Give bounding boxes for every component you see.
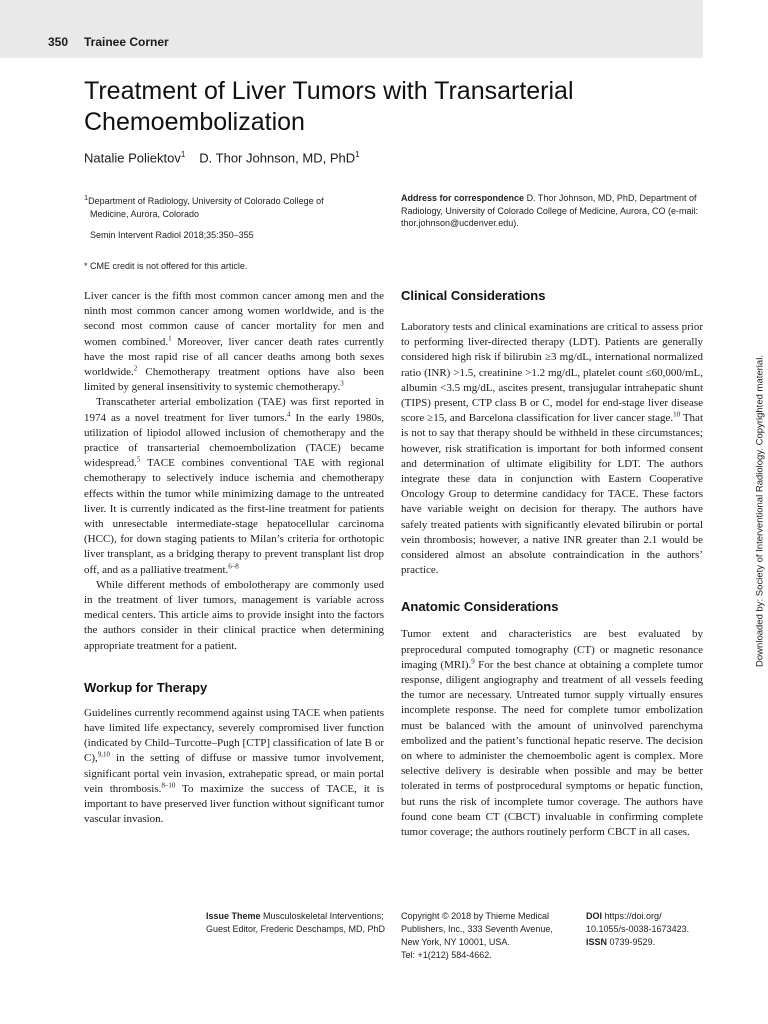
citation-ref[interactable]: 9 bbox=[471, 657, 475, 666]
copyright-line: Publishers, Inc., 333 Seventh Avenue, bbox=[401, 924, 553, 934]
doi-issn-note bbox=[586, 910, 716, 949]
correspondence-address bbox=[401, 192, 701, 230]
body-paragraph: Guidelines currently recommend against using TACE when patients have limited life expectancy, severely compromised liver function (indicated by Child–Turcotte–Pugh [CTP] classification of late B or C),$^{9,10}$ in the setting of diffuse or massive tumor involvement, significant portal vein invasion, extrahepatic spread, or main portal vein thrombosis.$^{8-10}$ To maximize the success of TACE, it is important to have preserved liver function without significant tumor vascular invasion. bbox=[84, 706, 384, 826]
doi-link[interactable]: 10.1055/s-0038-1673423. bbox=[586, 924, 690, 934]
section-heading-clinical: Clinical Considerations bbox=[401, 288, 546, 303]
affiliation-mark: 1 bbox=[84, 193, 89, 202]
copyright-note bbox=[401, 910, 586, 962]
citation-ref[interactable]: 2 bbox=[133, 364, 138, 373]
affiliation-line: Medicine, Aurora, Colorado bbox=[90, 208, 200, 219]
issn-label: ISSN bbox=[586, 937, 608, 947]
download-watermark-text: Downloaded by: Society of Interventional Radiology. Copyrighted material. bbox=[754, 355, 766, 667]
author-list bbox=[84, 150, 360, 165]
citation-ref[interactable]: 10 bbox=[673, 410, 681, 419]
affiliation-line: Department of Radiology, University of Colorado College of bbox=[88, 196, 324, 206]
issue-theme-note bbox=[206, 910, 386, 936]
citation-ref[interactable]: 9,10 bbox=[97, 750, 110, 759]
article-title: Treatment of Liver Tumors with Transarterial Chemoembolization bbox=[84, 77, 574, 136]
cme-note: * CME credit is not offered for this article. bbox=[84, 261, 248, 271]
affiliation bbox=[84, 192, 384, 220]
body-paragraph: Liver cancer is the fifth most common cancer among men and the ninth most common cancer among women worldwide, and is the second most common cause of cancer mortality for men and women combined.$^1$ Moreover, liver cancer death rates currently have the most rapid rise of all cancer deaths among both sexes worldwide.$^2$ Chemotherapy treatment options have also been limited by general insensitivity to systemic chemotherapy.$^3$ bbox=[84, 290, 384, 394]
copyright-line: New York, NY 10001, USA. bbox=[401, 937, 510, 947]
citation-ref[interactable]: 6–8 bbox=[228, 562, 239, 570]
header-band bbox=[0, 0, 703, 58]
author-name: Natalie Poliektov bbox=[84, 150, 181, 166]
citation-ref[interactable]: 3 bbox=[340, 379, 344, 388]
body-paragraph: While different methods of embolotherapy are commonly used in the treatment of liver tumors, management is variable across medical centers. This article aims to provide insight into the factors the authors consider in their clinical practice when determining appropriate treatment for a patient. bbox=[84, 578, 384, 652]
body-paragraph: Transcatheter arterial embolization (TAE) was first reported in 1974 as a novel treatment for liver tumors.$^4$ In the early 1980s, utilization of lipiodol allowed inclusion of chemotherapy and the practice of transarterial chemoembolization (TACE) became widespread.$^5$ TACE combines conventional TAE with regional chemotherapy to selectively induce ischemia and chemotherapy effects within the tumor while minimizing damage to the untreated liver. It is currently indicated as the first-line treatment for patients with unresectable intermediate-stage hepatocellular carcinoma (HCC), for down staging patients to Milan’s criteria for orthotopic liver transplant, as a bridging therapy to prevent transplant list drop off, and as a palliative treatment.$^{6-8}$ bbox=[84, 396, 384, 576]
issue-theme-label: Issue Theme bbox=[206, 911, 261, 921]
author-affiliation-mark: 1 bbox=[180, 150, 186, 159]
author-name: D. Thor Johnson, MD, PhD bbox=[199, 150, 356, 166]
correspondence-text: D. Thor Johnson, MD, PhD, Department of Radiology, University of Colorado College of Medicine, Aurora, CO (e-mail: thor.johnson@ucdenver.edu). bbox=[401, 193, 698, 228]
copyright-line: Copyright © 2018 by Thieme Medical bbox=[401, 911, 550, 921]
issue-theme-text: Musculoskeletal Interventions; Guest Editor, Frederic Deschamps, MD, PhD bbox=[206, 911, 386, 934]
right-column bbox=[401, 288, 703, 840]
author-affiliation-mark: 1 bbox=[355, 150, 360, 159]
doi-link[interactable]: https://doi.org/ bbox=[604, 911, 662, 921]
correspondence-label: Address for correspondence bbox=[401, 193, 525, 203]
section-heading-anatomic: Anatomic Considerations bbox=[401, 599, 559, 615]
journal-citation: Semin Intervent Radiol 2018;35:350–355 bbox=[90, 230, 254, 240]
citation-ref[interactable]: 4 bbox=[287, 409, 291, 418]
section-heading-workup: Workup for Therapy bbox=[84, 679, 208, 695]
citation-ref[interactable]: 1 bbox=[168, 333, 172, 342]
left-column bbox=[84, 289, 384, 828]
citation-ref[interactable]: 8–10 bbox=[161, 781, 176, 790]
body-paragraph: Tumor extent and characteristics are best evaluated by preprocedural computed tomography (CT) or magnetic resonance imaging (MRI).$^9$ For the best chance at obtaining a complete tumor response, diligent angiography and treatment of all vessels feeding the tumor are necessary. Untreated tumor supply virtually ensures incomplete response. The need for complete tumor embolization must be balanced with the amount of uninvolved parenchyma embolized and the patient’s functional hepatic reserve. The decision on where to administer the chemoembolic agent is complex. More selective delivery is desirable when possible and may be better tolerated in terms of postprocedural symptoms or hepatic function, but runs the risk of incomplete tumor coverage. The authors have found cone beam CT (CBCT) invaluable in confirming complete tumor coverage; the authors routinely perform CBCT in all cases. bbox=[401, 628, 703, 839]
page-number: 350 bbox=[48, 35, 69, 49]
section-name: Trainee Corner bbox=[84, 35, 169, 49]
body-paragraph: Laboratory tests and clinical examinations are critical to assess prior to performing liver-directed therapy (LDT). Patients are generally considered high risk if bilirubin ≥3 mg/dL, international normalized ratio (INR) >1.5, creatinine >1.2 mg/dL, platelet count ≤60,000/mL, albumin <3.5 mg/dL, ascites present, transjugular intrahepatic shunt (TIPS) present, CTP class B or C, model for end-stage liver disease score ≥15, and Barcelona classification for liver cancer stage.$^{10}$ That is not to say that therapy should be withheld in these circumstances; however, risk stratification is important for both informed consent and determination of ultimate eligibility for LDT. The authors integrate these data in conjunction with Eastern Cooperative Oncology Group to determine candidacy for TACE. These factors have variable weight on decision for therapy. The authors have safely treated patients with significantly elevated bilirubin or portal vein thrombosis; however, a native INR greater than 2.1 would be considered almost an absolute contraindication in the authors’ practice. bbox=[401, 321, 703, 577]
citation-ref[interactable]: 5 bbox=[136, 455, 141, 464]
copyright-line: Tel: +1(212) 584-4662. bbox=[401, 950, 492, 960]
issn-value: 0739-9529. bbox=[609, 937, 656, 947]
doi-label: DOI bbox=[586, 911, 603, 921]
